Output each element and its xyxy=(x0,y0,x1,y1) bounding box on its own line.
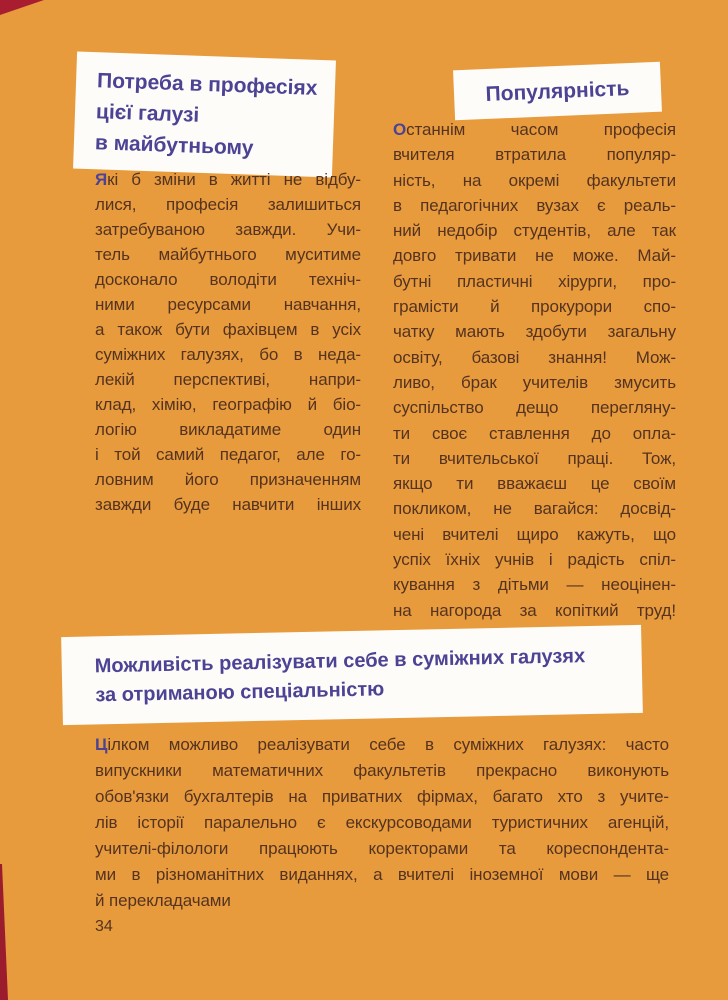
section-title-box-popularity xyxy=(453,62,662,121)
section-title-future-need: Потреба в професіях цієї галузі в майбутньому xyxy=(94,69,318,160)
lead-capital: Ц xyxy=(95,735,108,754)
lead-capital: Я xyxy=(95,170,108,189)
left-edge-red-accent xyxy=(0,864,8,1000)
corner-red-accent xyxy=(0,0,44,15)
section-title-box-related-fields xyxy=(61,625,643,725)
paragraph-related-fields: Цілком можливо реалізувати себе в суміжних галузях: часто випускники математичних факультетів прекрасно виконують обов'язки бухгалтерів на приватних фірмах, багато хто з учите- лів історії паралельно є екскурсоводами туристичних агенцій, учителі-філологи працюють коректорами та кореспондента- ми в різноманітних виданнях, а вчителі іноземної мови — ще й перекладачами xyxy=(95,735,669,910)
section-title-box-future-need xyxy=(73,52,336,178)
paragraph-future-need: Які б зміни в житті не відбу- лися, професія залишиться затребуваною завжди. Учи- тель майбутнього муситиме досконало володіти техніч- ними ресурсами навчання, а також бути фахівцем в усіх суміжних галузях, бо в неда- лекій перспективі, напри- клад, хімію, географію й біо- логію викладатиме один і той самий педагог, але го- ловним його призначенням завжди буде навчити інших xyxy=(95,170,361,514)
section-title-popularity: Популярність xyxy=(485,76,630,106)
section-title-related-fields: Можливість реалізувати себе в суміжних галузях за отриманою спеціальністю xyxy=(94,645,586,707)
page-number: 34 xyxy=(95,918,113,935)
lead-capital: О xyxy=(393,120,407,139)
paragraph-popularity: Останнім часом професія вчителя втратила популяр- ність, на окремі факультети в педагогічних вузах є реаль- ний недобір студентів, але так довго тривати не може. Май- бутні пластичні хірурги, про- грамісти й прокурори спо- чатку мають здобути загальну освіту, базові знання! Мож- ливо, брак учителів змусить суспільство дещо перегляну- ти своє ставлення до опла- ти вчительської праці. Тож, якщо ти вважаєш це своїм покликом, не вагайся: досвід- чені вчителі щиро кажуть, що успіх їхніх учнів і радість спіл- кування з дітьми — неоцінен- на нагорода за копіткий труд! xyxy=(393,120,676,620)
